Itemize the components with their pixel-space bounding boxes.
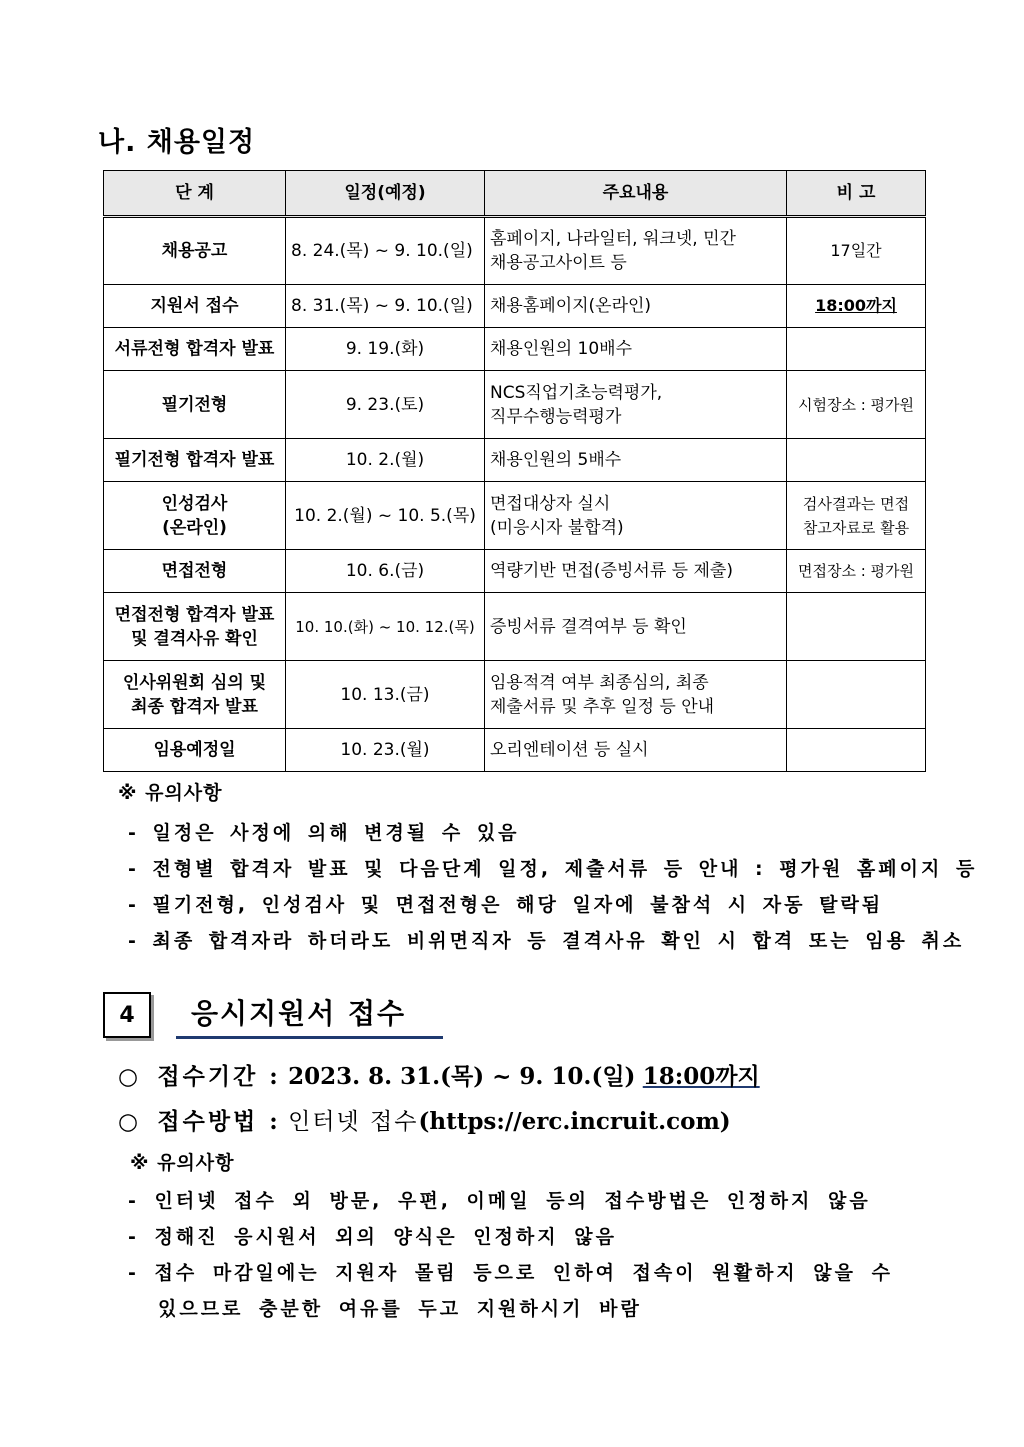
- note-cell: 17일간: [787, 217, 926, 285]
- note-line: 참고자료로 활용: [802, 518, 910, 537]
- application-method: [118, 1103, 731, 1136]
- date-cell: 8. 24.(목) ~ 9. 10.(일): [286, 217, 485, 285]
- header-date: 일정(예정): [286, 171, 485, 217]
- note-item: - 정해진 응시원서 외의 양식은 인정하지 않음: [128, 1226, 617, 1248]
- schedule-table: [103, 170, 926, 772]
- note-cell: 시험장소 : 평가원: [787, 371, 926, 439]
- note-cell: 면접장소 : 평가원: [787, 550, 926, 593]
- note-line: 검사결과는 면접: [802, 494, 910, 513]
- table-row: [104, 371, 926, 439]
- date-cell: 10. 6.(금): [286, 550, 485, 593]
- stage-cell: 필기전형: [104, 371, 286, 439]
- period-label: 접수기간 :: [157, 1063, 281, 1090]
- content-cell: 증빙서류 결격여부 등 확인: [485, 593, 787, 661]
- table-row: [104, 661, 926, 729]
- stage-cell: 필기전형 합격자 발표: [104, 439, 286, 482]
- note-item: - 최종 합격자라 하더라도 비위면직자 등 결격사유 확인 시 합격 또는 임용 취소: [128, 930, 965, 952]
- content-cell: 오리엔테이션 등 실시: [485, 729, 787, 772]
- date-cell: 10. 23.(월): [286, 729, 485, 772]
- date-cell: 10. 10.(화) ~ 10. 12.(목): [286, 593, 485, 661]
- table-row: [104, 217, 926, 285]
- table-row: [104, 593, 926, 661]
- content-cell: [485, 661, 787, 729]
- note-cell: [787, 439, 926, 482]
- content-line: 면접대상자 실시: [490, 493, 611, 514]
- application-notes: [130, 1148, 893, 1327]
- table-header-row: [104, 171, 926, 217]
- note-item-continuation: 있으므로 충분한 여유를 두고 지원하시기 바람: [158, 1298, 642, 1320]
- stage-cell: 서류전형 합격자 발표: [104, 328, 286, 371]
- content-line: 임용적격 여부 최종심의, 최종: [490, 672, 709, 693]
- section-4-title: 응시지원서 접수: [176, 992, 443, 1039]
- stage-line: 면접전형 합격자 발표: [114, 604, 275, 625]
- period-deadline: 18:00까지: [642, 1063, 760, 1090]
- date-cell: 9. 23.(토): [286, 371, 485, 439]
- table-row: [104, 439, 926, 482]
- table-row: [104, 328, 926, 371]
- stage-line: 인성검사: [161, 493, 228, 514]
- note-cell: [787, 661, 926, 729]
- notes-heading: ※ 유의사항: [130, 1152, 235, 1174]
- stage-line: 최종 합격자 발표: [131, 696, 258, 717]
- content-line: 홈페이지, 나라일터, 워크넷, 민간: [490, 229, 736, 249]
- stage-cell: [104, 482, 286, 550]
- note-item: - 인터넷 접수 외 방문, 우편, 이메일 등의 접수방법은 인정하지 않음: [128, 1190, 871, 1212]
- stage-cell: 임용예정일: [104, 729, 286, 772]
- application-period: [118, 1058, 760, 1091]
- note-cell: 18:00까지: [787, 285, 926, 328]
- section-number-box: 4: [103, 992, 151, 1038]
- stage-cell: [104, 593, 286, 661]
- circle-bullet-icon: ○: [118, 1064, 139, 1090]
- stage-line: (온라인): [162, 517, 227, 538]
- content-line: NCS직업기초능력평가,: [490, 382, 663, 403]
- schedule-notes: [118, 778, 977, 959]
- stage-cell: 면접전형: [104, 550, 286, 593]
- note-cell: [787, 593, 926, 661]
- content-line: 제출서류 및 추후 일정 등 안내: [490, 696, 715, 717]
- note-item: - 일정은 사정에 의해 변경될 수 있음: [128, 822, 520, 844]
- method-value: 인터넷 접수: [288, 1109, 419, 1135]
- period-value: 2023. 8. 31.(목) ~ 9. 10.(일): [288, 1063, 636, 1090]
- circle-bullet-icon: ○: [118, 1109, 139, 1135]
- stage-line: 인사위원회 심의 및: [122, 672, 267, 693]
- method-url: (https://erc.incruit.com): [418, 1108, 731, 1135]
- content-line: (미응시자 불합격): [490, 517, 624, 538]
- header-note: 비 고: [787, 171, 926, 217]
- note-cell: [787, 328, 926, 371]
- date-cell: 8. 31.(목) ~ 9. 10.(일): [286, 285, 485, 328]
- note-cell: [787, 729, 926, 772]
- content-cell: [485, 482, 787, 550]
- note-cell: [787, 482, 926, 550]
- date-cell: 10. 2.(월) ~ 10. 5.(목): [286, 482, 485, 550]
- date-cell: 10. 13.(금): [286, 661, 485, 729]
- date-cell: 9. 19.(화): [286, 328, 485, 371]
- stage-line: 및 결격사유 확인: [131, 628, 258, 649]
- stage-cell: 지원서 접수: [104, 285, 286, 328]
- table-row: [104, 729, 926, 772]
- note-item: - 필기전형, 인성검사 및 면접전형은 해당 일자에 불참석 시 자동 탈락됨: [128, 894, 884, 916]
- header-stage: 단 계: [104, 171, 286, 217]
- table-row: [104, 482, 926, 550]
- content-cell: 채용인원의 10배수: [485, 328, 787, 371]
- content-line: 채용공고사이트 등: [490, 253, 627, 273]
- stage-cell: [104, 661, 286, 729]
- content-cell: 채용인원의 5배수: [485, 439, 787, 482]
- table-row: [104, 285, 926, 328]
- date-cell: 10. 2.(월): [286, 439, 485, 482]
- content-line: 직무수행능력평가: [490, 406, 622, 427]
- header-content: 주요내용: [485, 171, 787, 217]
- table-row: [104, 550, 926, 593]
- content-cell: [485, 371, 787, 439]
- section-title: 나. 채용일정: [98, 127, 256, 158]
- content-cell: 역량기반 면접(증빙서류 등 제출): [485, 550, 787, 593]
- note-item: - 접수 마감일에는 지원자 몰림 등으로 인하여 접속이 원활하지 않을 수: [128, 1262, 893, 1284]
- note-item: - 전형별 합격자 발표 및 다음단계 일정, 제출서류 등 안내 : 평가원 홈페이지 등: [128, 858, 978, 880]
- content-cell: 채용홈페이지(온라인): [485, 285, 787, 328]
- stage-cell: 채용공고: [104, 217, 286, 285]
- method-label: 접수방법 :: [157, 1108, 281, 1135]
- content-cell: [485, 217, 787, 285]
- notes-heading: ※ 유의사항: [118, 782, 223, 804]
